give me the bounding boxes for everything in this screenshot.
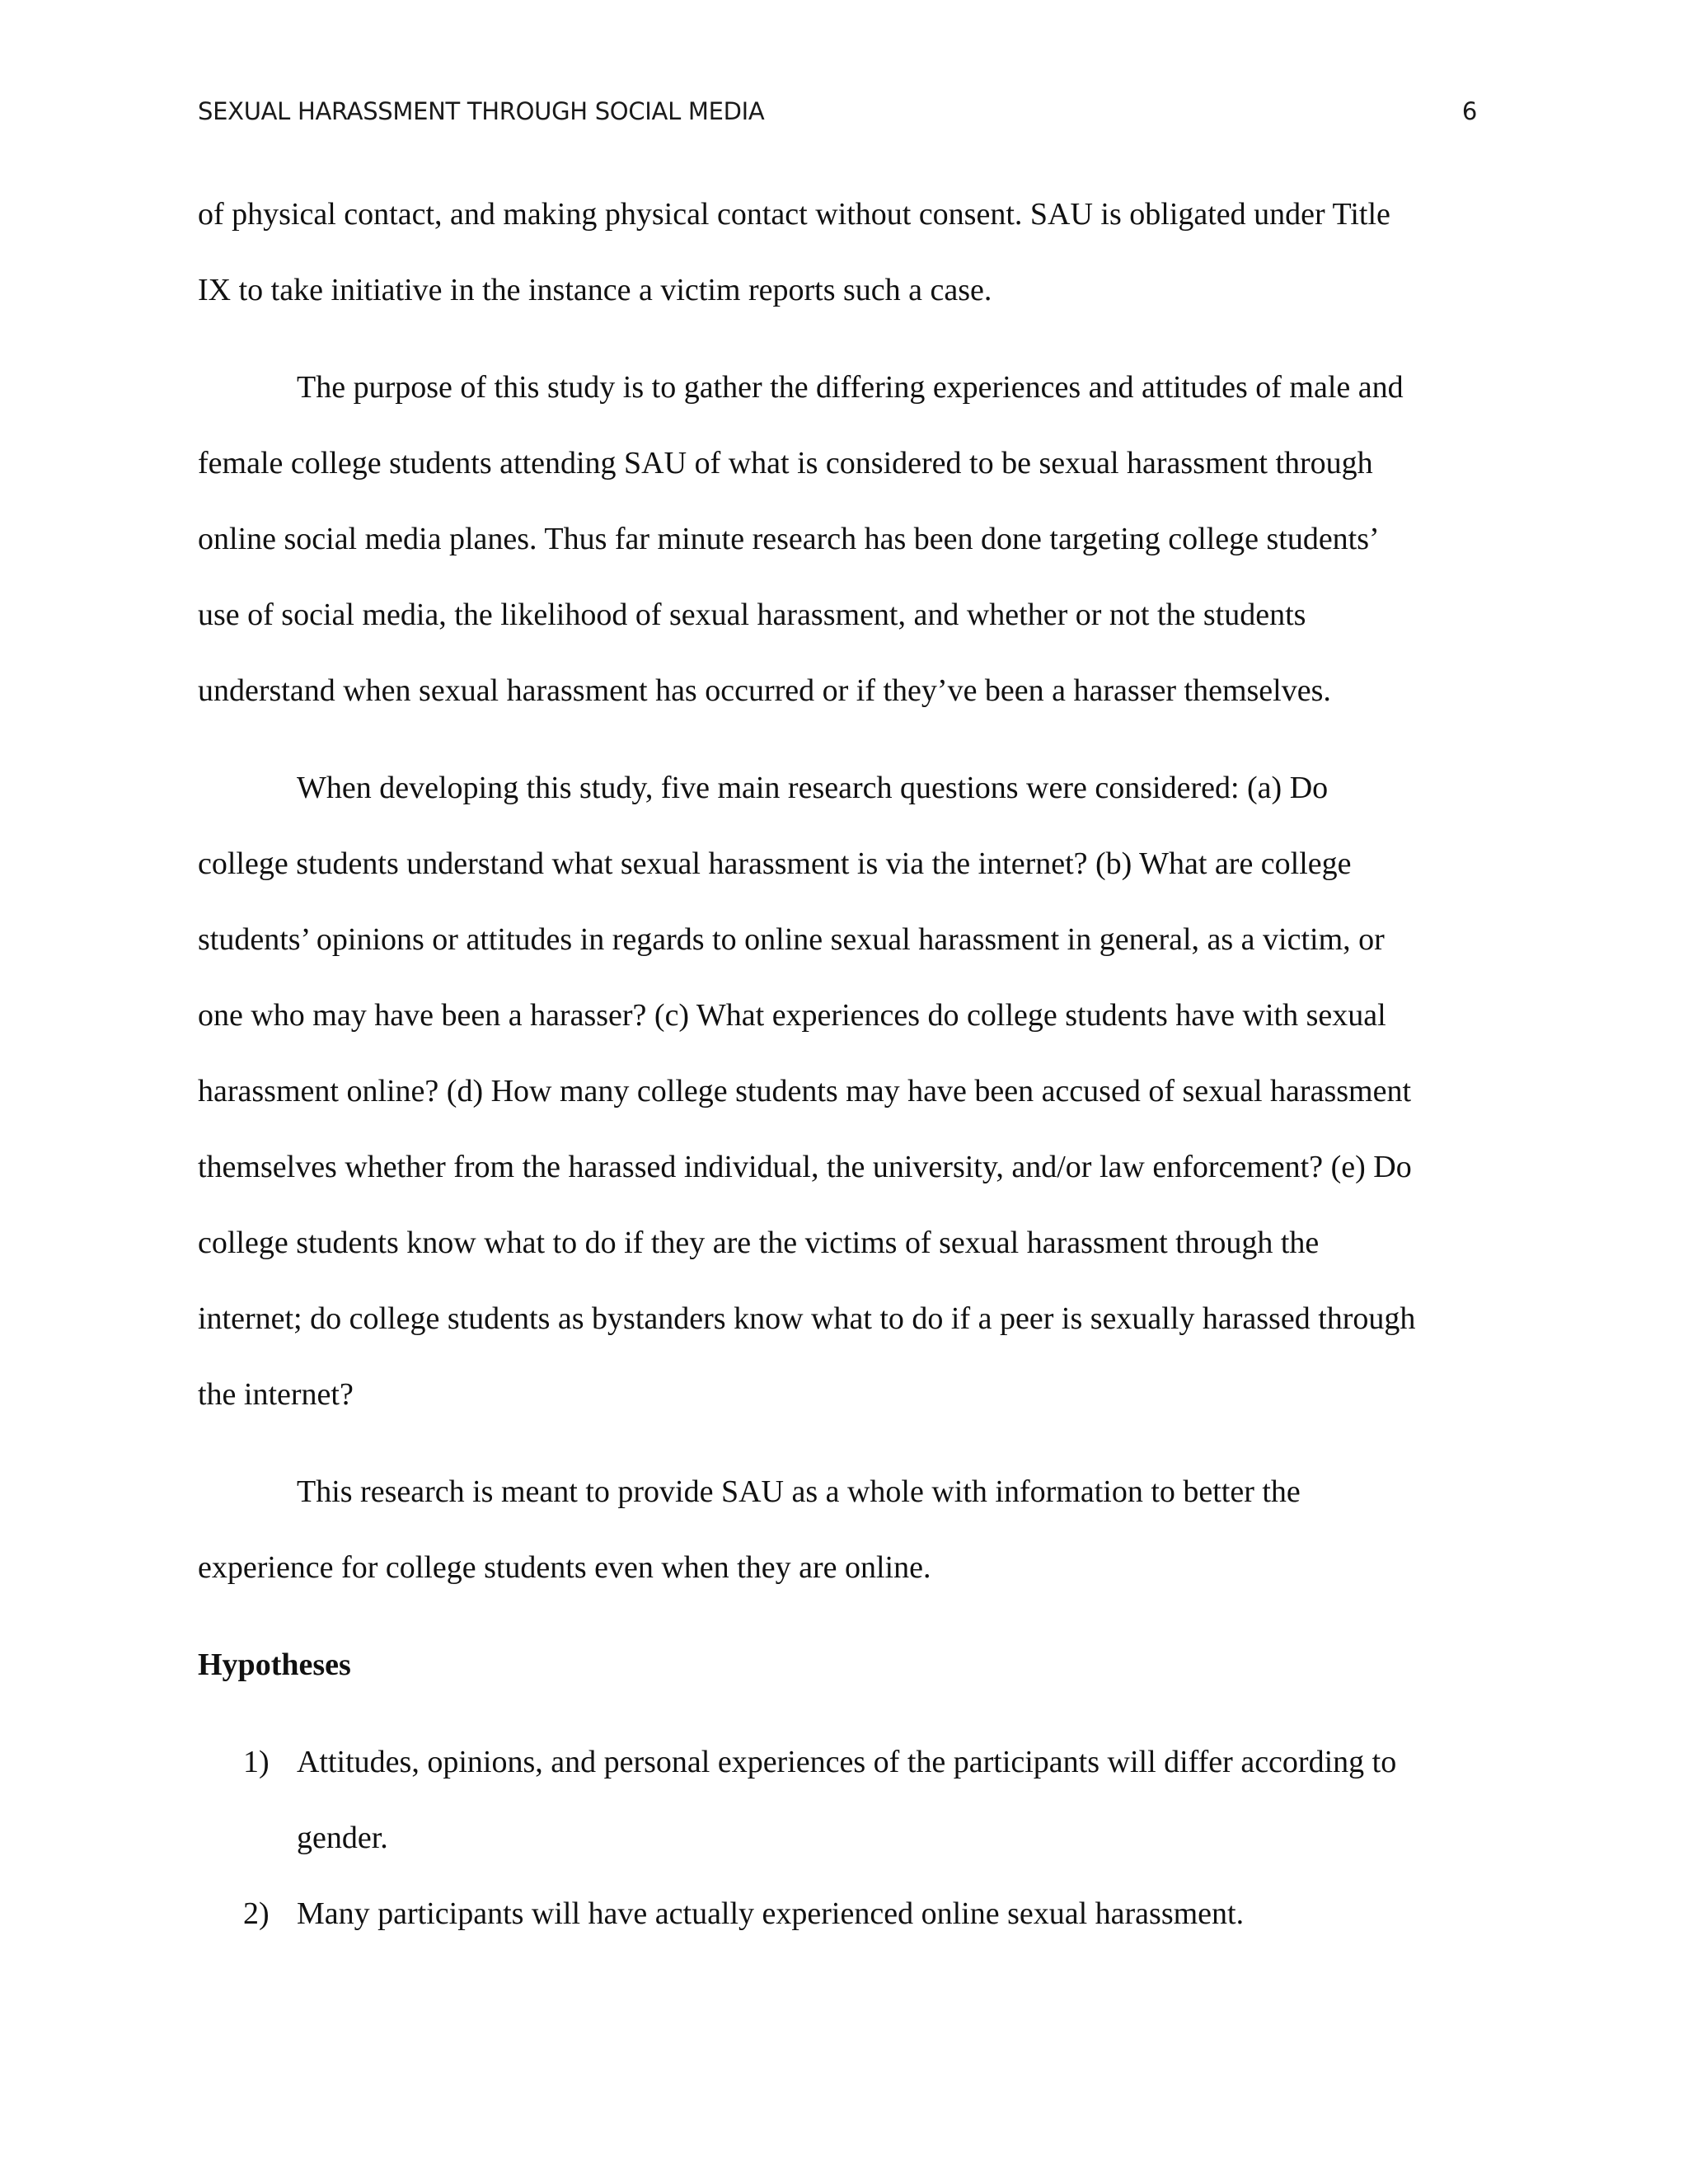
text-line: college students know what to do if they are the victims of sexual harassment through the (198, 1226, 1320, 1260)
paragraph-purpose (198, 361, 1484, 740)
list-number: 2) (243, 1896, 270, 1931)
text-line: college students understand what sexual harassment is via the internet? (b) What are college (198, 846, 1352, 881)
page-number: 6 (1461, 97, 1477, 125)
text-line: internet; do college students as bystanders know what to do if a peer is sexually harassed through (198, 1301, 1416, 1336)
running-head (198, 97, 1477, 137)
running-head-title: SEXUAL HARASSMENT THROUGH SOCIAL MEDIA (198, 97, 765, 125)
text-line: students’ opinions or attitudes in regards to online sexual harassment in general, as a victim, or (198, 922, 1385, 957)
text-line: themselves whether from the harassed individual, the university, and/or law enforcement? (e) Do (198, 1150, 1412, 1184)
paragraph-continued (198, 188, 1484, 340)
text-line: harassment online? (d) How many college students may have been accused of sexual harassment (198, 1074, 1411, 1108)
paragraph-purpose-statement (198, 1465, 1484, 1617)
text-line: of physical contact, and making physical contact without consent. SAU is obligated under Title (198, 197, 1390, 232)
paragraph-research-questions (198, 762, 1484, 1444)
text-line: This research is meant to provide SAU as a whole with information to better the (297, 1474, 1301, 1509)
text-line: the internet? (198, 1377, 354, 1412)
text-line: When developing this study, five main research questions were considered: (a) Do (297, 771, 1329, 805)
text-line: Many participants will have actually experienced online sexual harassment. (297, 1896, 1245, 1931)
text-line: online social media planes. Thus far minute research has been done targeting college students’ (198, 522, 1380, 556)
text-line: one who may have been a harasser? (c) What experiences do college students have with sexual (198, 998, 1386, 1033)
text-line: IX to take initiative in the instance a victim reports such a case. (198, 273, 992, 307)
text-line: understand when sexual harassment has occurred or if they’ve been a harasser themselves. (198, 673, 1331, 708)
section-heading-hypotheses: Hypotheses (198, 1647, 351, 1682)
text-line: Attitudes, opinions, and personal experiences of the participants will differ according to (297, 1745, 1397, 1779)
text-line: gender. (297, 1821, 388, 1855)
hypothesis-item-2 (198, 1887, 1484, 1963)
body-text (198, 188, 1484, 1963)
text-line: experience for college students even when they are online. (198, 1550, 931, 1585)
text-line: The purpose of this study is to gather the differing experiences and attitudes of male and (297, 370, 1404, 405)
list-number: 1) (243, 1745, 270, 1779)
text-line: female college students attending SAU of what is considered to be sexual harassment through (198, 446, 1373, 480)
hypothesis-item-1 (198, 1736, 1484, 1887)
text-line: use of social media, the likelihood of sexual harassment, and whether or not the students (198, 598, 1306, 632)
